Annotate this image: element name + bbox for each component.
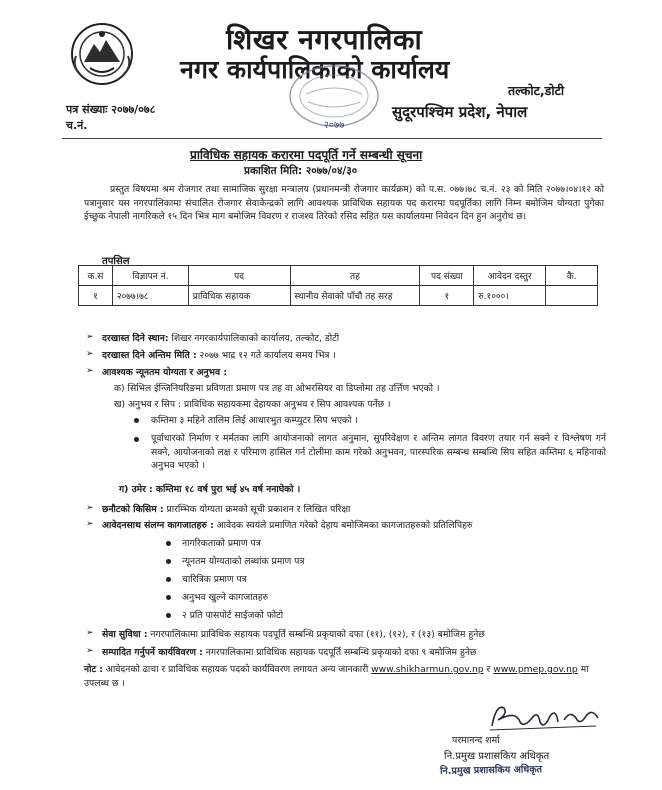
bullet-dot-icon (166, 559, 171, 564)
bullet-dot-icon (166, 541, 171, 546)
qualification-b: ख) अनुभव र सिप : प्राविधिक सहायकमा देहायका अनुभव र सिप आवश्यक पर्नेछ । (114, 399, 391, 410)
col-sn: क.सं (79, 266, 113, 286)
bullet-dot-icon (134, 418, 139, 423)
list-item: न्यूनतम योग्यताको लब्धांक प्रमाण पत्र (182, 556, 305, 567)
vacancy-table (78, 265, 598, 306)
bullet-dot-icon (166, 613, 171, 618)
cell-ad-no: २०७७।७८ (112, 286, 188, 306)
qualification-b1: कम्तिमा ३ महिने तालिम लिई आधारभुत कम्प्युटर सिप भएको । (151, 415, 358, 426)
application-deadline: दरखास्त दिने अन्तिम मिति : २०७७ भाद्र १२ गते कार्यालय समय भित्र । (102, 350, 336, 361)
header-divider (62, 138, 602, 139)
qualification-age: ग) उमेर : कम्तिमा १८ वर्ष पुरा भई ४५ वर्ष ननाघेको । (119, 484, 301, 495)
municipality-name: शिखर नगरपालिका (226, 23, 423, 56)
list-item: चारित्रिक प्रमाण पत्र (182, 574, 247, 585)
published-date: प्रकाशित मिति: २०७७/०४/३० (244, 165, 358, 177)
cell-count: १ (420, 286, 474, 306)
col-remarks: कै. (546, 266, 598, 286)
list-item: नागरिकताको प्रमाण पत्र (182, 538, 261, 549)
signatory-stamp: नि.प्रमुख प्रशासकिय अधिकृत (439, 764, 543, 777)
signatory-name: परमानन्द शर्मा (452, 735, 500, 746)
qualification-heading: आवश्यक न्यूनतम योग्यता र अनुभव : (102, 367, 228, 378)
list-item: अनुभव खुल्ने कागजातहरु (182, 592, 269, 603)
selection-method: छनौटको किसिम : प्रारम्भिक योग्यता क्रमको सूची प्रकाशन र लिखित परिक्षा (102, 504, 351, 515)
notice-title: प्राविधिक सहायक करारमा पदपूर्ति गर्ने सम्बन्धी सूचना (190, 148, 423, 162)
bullet-dot-icon (166, 595, 171, 600)
col-ad-no: विज्ञापन नं. (112, 266, 188, 286)
table-row (79, 286, 598, 306)
website-link-pmep[interactable]: www.pmep.gov.np (493, 664, 578, 675)
cell-fee: रु.१०००। (474, 286, 546, 306)
cell-remarks (546, 286, 598, 306)
intro-paragraph: प्रस्तुत विषयमा श्रम रोजगार तथा सामाजिक सुरक्षा मन्त्रालय (प्रधानमन्त्री रोजगार कार्यक्रम) को प.स. ०७७।७८ च.नं. २३ को मिति २०७७।०४।१२ को पत्रानुसार यस नगरपालिकामा संचालित रोजगार सेवाकेन्द्रको लागि आवश्यक प्राविधिक सहायक पद करारमा पदपूर्तिका लागि निम्न बमोजिम योग्यता पुगेका ईच्छुक नेपाली नागरिकले १५ दिन भित्र माग बमोजिम विवरण र राजश्व तिरेको रसिद सहित यस कार्यालयमा निवेदन दिन हुन अनुरोध छ। (84, 184, 604, 223)
dispatch-number: च.नं. (66, 119, 88, 132)
note-paragraph: नोट : आवेदनको ढाचा र प्राविधिक सहायक पदको कार्यविवरण लगायत अन्य जानकारी www.shikharmun.gov.np र www.pmep.gov.np मा उपलब्ध छ । (84, 664, 589, 689)
office-location: तल्कोट,डोटी (508, 83, 565, 98)
col-post: पद (188, 266, 290, 286)
arrow-bullet-icon: ➢ (86, 628, 94, 638)
service-facility: सेवा सुविधा : नगरपालिकामा प्राविधिक सहायक पदपूर्ति सम्बन्धि प्रकृयाको दफा (११), (१२), र (१३) बमोजिम हुनेछ (102, 629, 485, 640)
schedule-heading: तपसिल (102, 256, 130, 267)
bullet-dot-icon (134, 437, 139, 442)
table-header-row (79, 266, 598, 286)
col-fee: आवेदन दस्तुर (474, 266, 546, 286)
cell-post: प्राविधिक सहायक (188, 286, 290, 306)
bullet-dot-icon (166, 577, 171, 582)
office-name: नगर कार्यपालिकाको कार्यालय (180, 55, 450, 84)
work-description: सम्पादित गर्नुपर्ने कार्यविवरण : नगरपालिकामा प्राविधिक सहायक पदपूर्ति सम्बन्धि प्रकृयाको दफा ९ बमोजिम हुनेछ (102, 647, 477, 658)
province-name: सुदूरपश्चिम प्रदेश, नेपाल (392, 103, 528, 121)
office-stamp (286, 62, 382, 136)
list-item: २ प्रति पासपोर्ट साईजको फोटो (182, 610, 284, 621)
required-documents: आवेदनसाथ संलग्न कागजातहरु : आवेदक स्वयंले प्रमाणित गरेको देहाय बमोजिमका कागजातहरुको प्रतिलिपिहरु (102, 520, 473, 531)
cell-sn: १ (79, 286, 113, 306)
government-emblem-icon (70, 22, 134, 86)
qualification-b2: पूर्वाधारको निर्माण र मर्मतका लागि आयोजनाको लागत अनुमान, सुपरिवेक्षण र अन्तिम लागत विवरण तयार गर्न सक्ने र विश्लेषण गर्न सक्ने, आयोजनाको लक्ष र परिमाण हासिल गर्न टोलीमा काम गरेको अनुभवन, पारस्परिक सम्बन्ध सम्बन्धि सिप सहित कम्तिमा ६ महिनाको अनुभव भएको । (151, 433, 606, 472)
arrow-bullet-icon: ➢ (86, 503, 94, 513)
application-place: दरखास्त दिने स्थान: शिखर नगरकार्यपालिकाको कार्यालय, तल्कोट, डोटी (102, 333, 340, 344)
website-link-municipality[interactable]: www.shikharmun.gov.np (371, 664, 484, 675)
signatory-title: नि.प्रमुख प्रशासकिय अधिकृत (444, 751, 550, 762)
arrow-bullet-icon: ➢ (86, 646, 94, 656)
arrow-bullet-icon: ➢ (86, 366, 94, 376)
arrow-bullet-icon: ➢ (86, 349, 94, 359)
handwritten-signature (486, 700, 604, 736)
letter-number: पत्र संख्याः २०७७/०७८ (66, 103, 156, 116)
cell-level: स्थानीय सेवाको पाँचौ तह सरह (290, 286, 420, 306)
arrow-bullet-icon: ➢ (86, 332, 94, 342)
stamp-year: २०७७ (323, 120, 345, 131)
arrow-bullet-icon: ➢ (86, 519, 94, 529)
col-level: तह (290, 266, 420, 286)
qualification-a: क) सिभिल ईन्जिनियरिङमा प्रविणता प्रमाण पत्र तह वा ओभरसियर वा डिप्लोमा तह उर्त्तिण भएको । (114, 383, 440, 394)
col-count: पद संख्या (420, 266, 474, 286)
